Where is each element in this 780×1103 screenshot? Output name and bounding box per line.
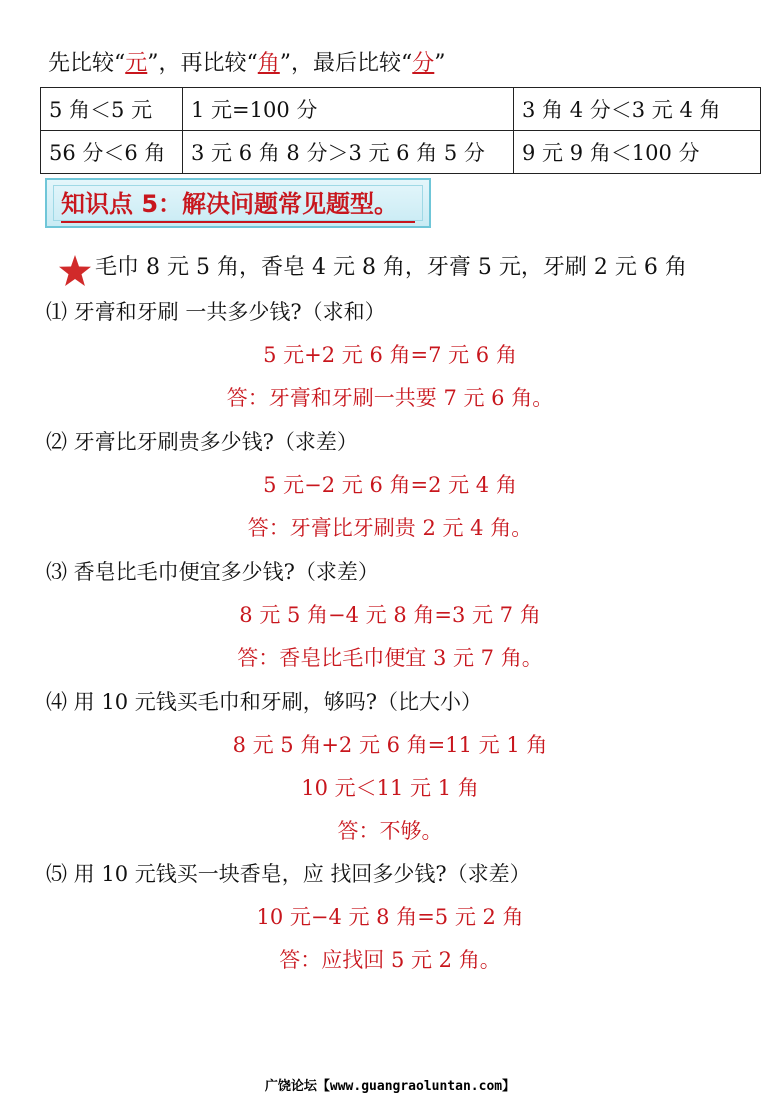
answer-line: 5 元+2 元 6 角=7 元 6 角 <box>263 343 517 367</box>
answer-line: 8 元 5 角+2 元 6 角=11 元 1 角 <box>232 733 548 757</box>
answer-line: 8 元 5 角−4 元 8 角=3 元 7 角 <box>239 603 541 627</box>
table-cell: 1 元=100 分 <box>183 88 514 131</box>
highlight-fen: 分 <box>412 51 435 76</box>
table-cell: 56 分＜6 角 <box>41 131 183 174</box>
answer-line: 答：香皂比毛巾便宜 3 元 7 角。 <box>237 646 543 670</box>
knowledge-point-title: 知识点 5：解决问题常见题型。 <box>61 190 399 218</box>
table-cell: 3 元 6 角 8 分＞3 元 6 角 5 分 <box>183 131 514 174</box>
item-prices: 毛巾 8 元 5 角，香皂 4 元 8 角，牙膏 5 元，牙刷 2 元 6 角 <box>95 255 687 280</box>
answer-line: 10 元−4 元 8 角=5 元 2 角 <box>256 905 524 929</box>
knowledge-point-underline <box>61 221 415 223</box>
answer-line: 答：应找回 5 元 2 角。 <box>279 948 501 972</box>
comparison-table <box>40 87 761 174</box>
highlight-jiao: 角 <box>257 51 280 76</box>
compare-order-sentence <box>48 46 446 82</box>
table-cell: 9 元 9 角＜100 分 <box>514 131 761 174</box>
intro-text-2: ”，再比较“ <box>147 51 258 76</box>
question-3: ⑶ 香皂比毛巾便宜多少钱?（求差） <box>46 560 379 584</box>
star-icon <box>58 254 92 288</box>
table-cell: 5 角＜5 元 <box>41 88 183 131</box>
table-row <box>41 131 761 174</box>
answer-line: 答：牙膏比牙刷贵 2 元 4 角。 <box>247 516 533 540</box>
intro-text-3: ”，最后比较“ <box>279 51 413 76</box>
question-1: ⑴ 牙膏和牙刷 一共多少钱?（求和） <box>46 300 386 324</box>
knowledge-point-box <box>45 178 431 228</box>
intro-text-1: 先比较“ <box>48 51 126 76</box>
answer-line: 答：牙膏和牙刷一共要 7 元 6 角。 <box>226 386 554 410</box>
highlight-yuan: 元 <box>125 51 148 76</box>
intro-text-4: ” <box>434 51 446 76</box>
question-5: ⑸ 用 10 元钱买一块香皂，应 找回多少钱?（求差） <box>46 862 531 886</box>
table-cell: 3 角 4 分＜3 元 4 角 <box>514 88 761 131</box>
table-row <box>41 88 761 131</box>
answer-line: 5 元−2 元 6 角=2 元 4 角 <box>263 473 517 497</box>
answer-line: 10 元＜11 元 1 角 <box>301 776 479 800</box>
footer-source: 广饶论坛【www.guangraoluntan.com】 <box>264 1079 516 1094</box>
answer-line: 答：不够。 <box>337 819 443 843</box>
question-4: ⑷ 用 10 元钱买毛巾和牙刷，够吗?（比大小） <box>46 690 483 714</box>
question-2: ⑵ 牙膏比牙刷贵多少钱?（求差） <box>46 430 358 454</box>
